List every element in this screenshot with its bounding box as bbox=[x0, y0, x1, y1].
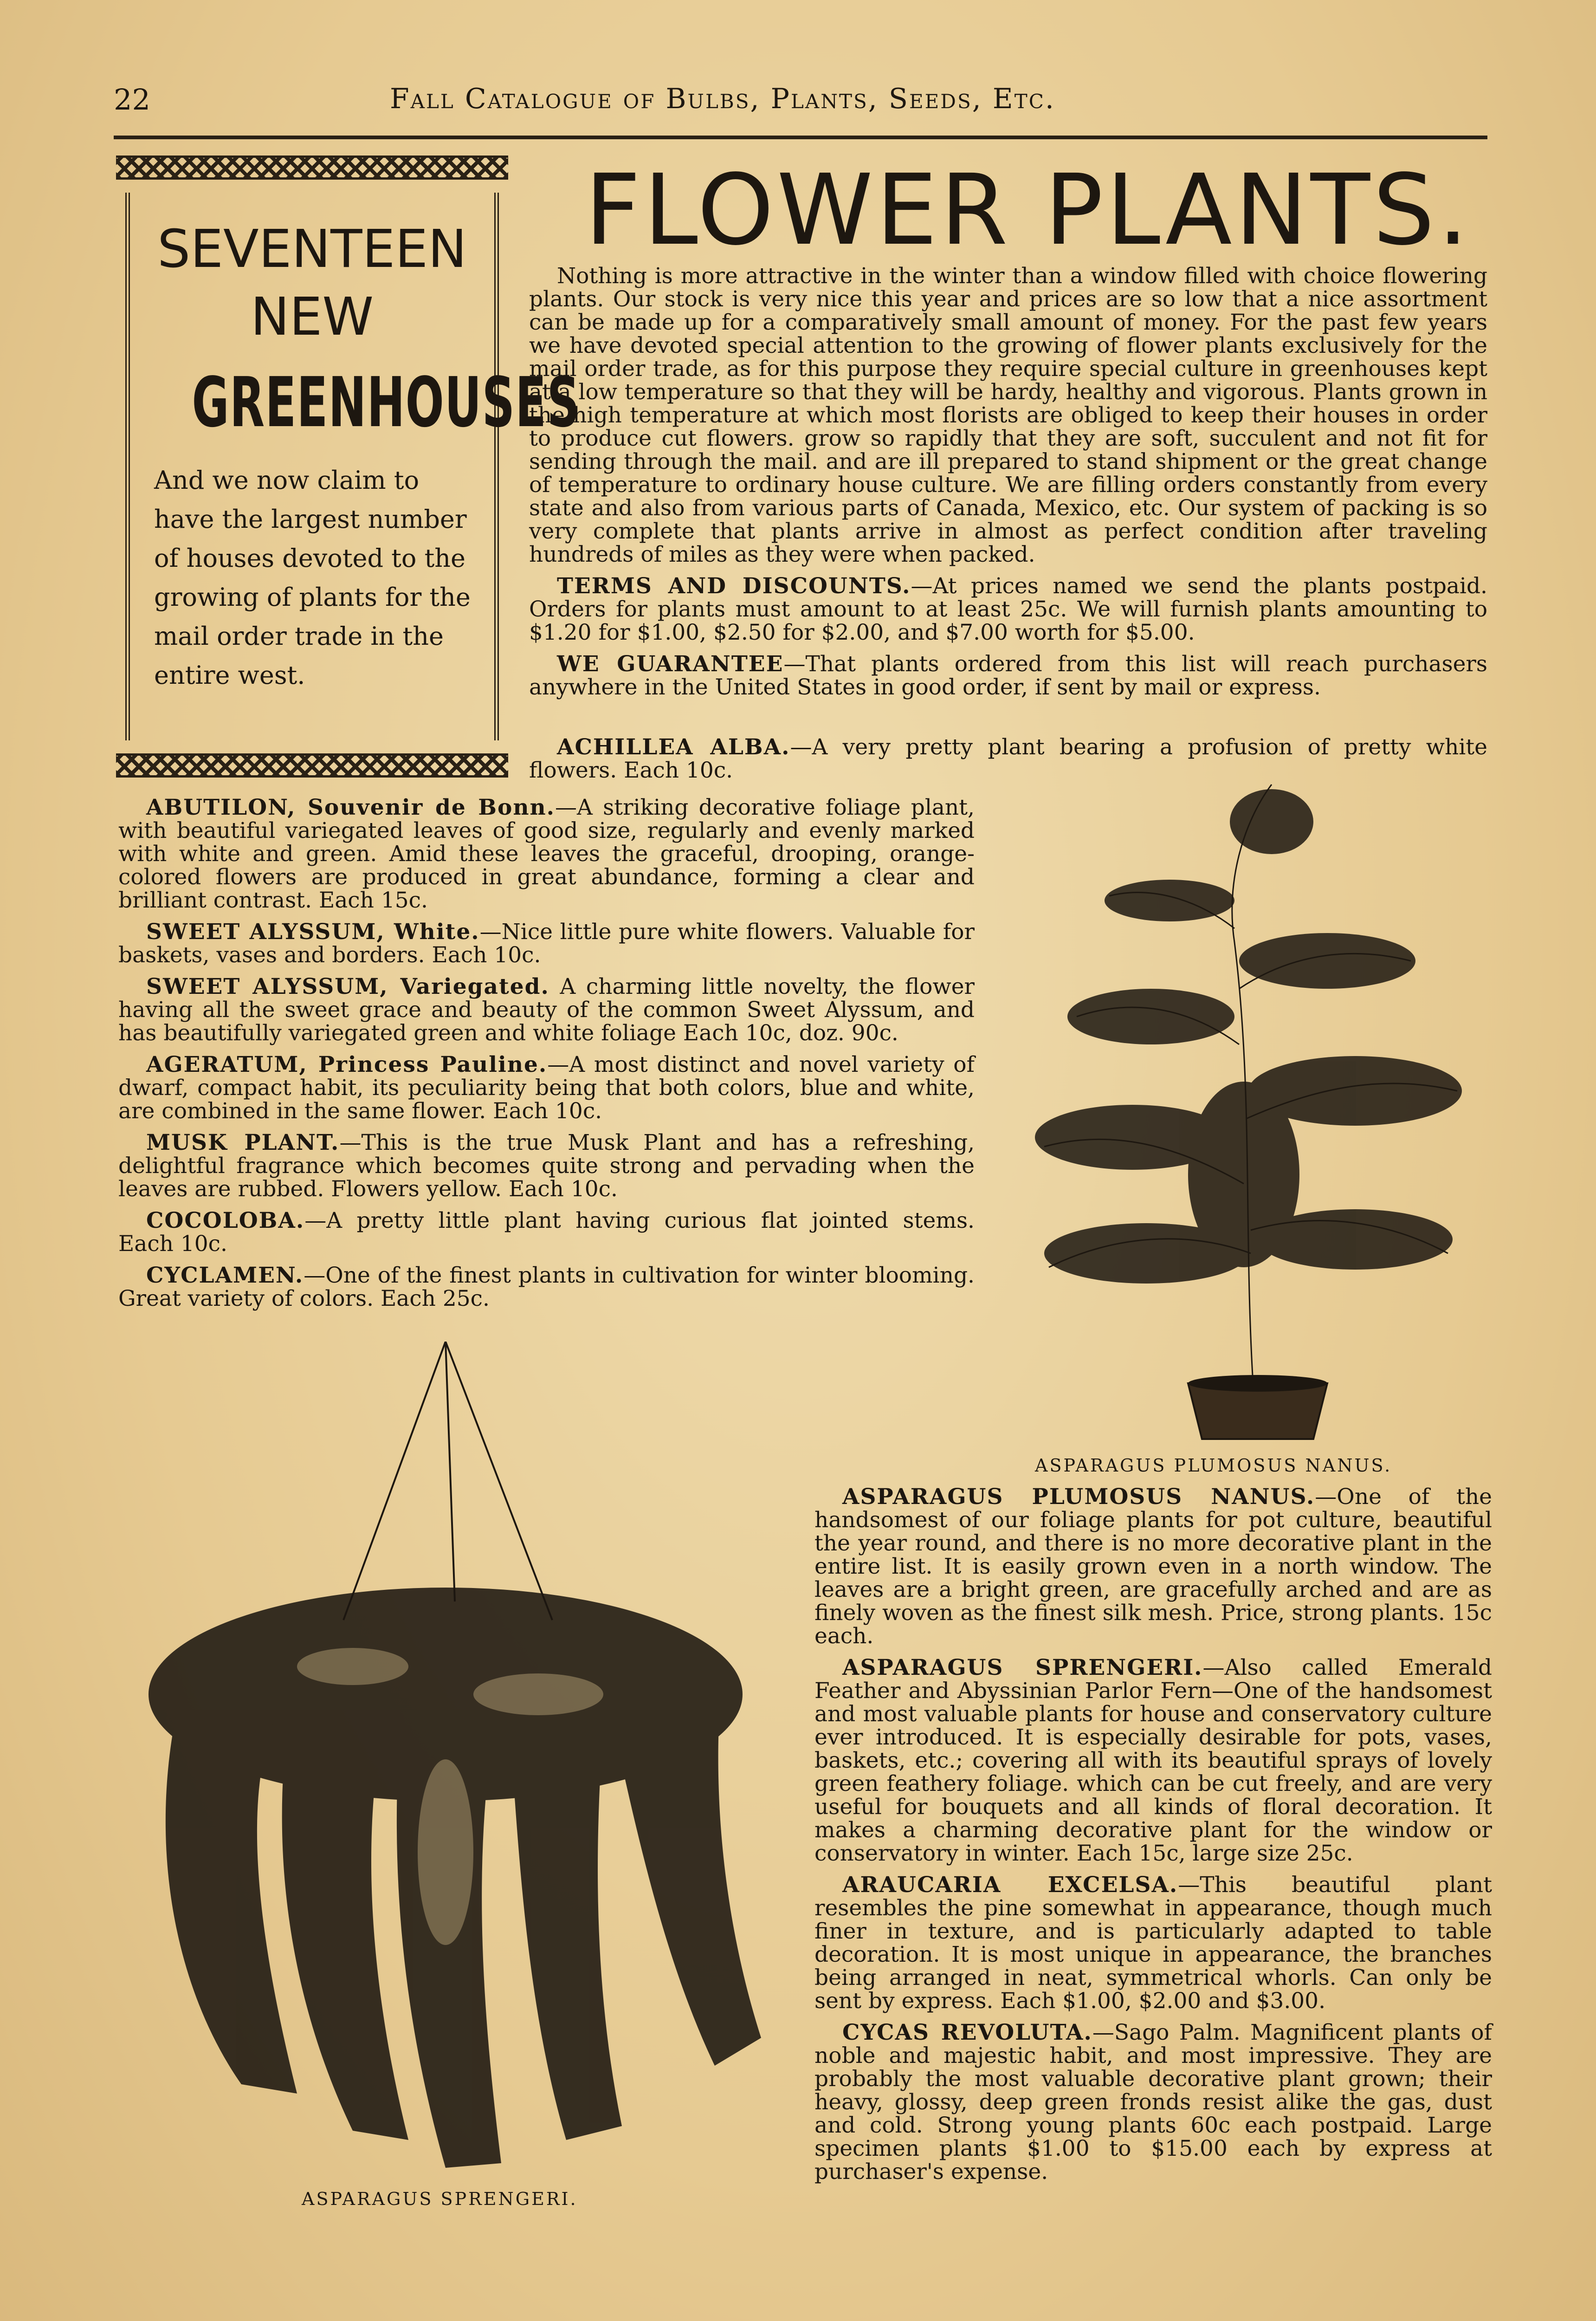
entry-ageratum bbox=[118, 1053, 975, 1123]
box-line-seventeen: SEVENTEEN bbox=[157, 219, 467, 279]
entry-name: CYCLAMEN. bbox=[146, 1263, 304, 1288]
intro-paragraph: Nothing is more attractive in the winter than a window filled with choice flowering plants. Our stock is very nice this year and prices are so low that a nice assortment can be made up for a comparatively small amount of money. For the past few years we have devoted special attention to the growing of flower plants exclusively for the mail order trade, as for this purpose they require special culture in greenhouses kept at a low temperature so that they will be hardy, healthy and vigorous. Plants grown in the high temperature at which most florists are obliged to keep their houses in order to produce cut flowers. grow so rapidly that they are soft, succulent and not fit for sending through the mail. and are ill prepared to stand shipment or the great change of temperature to ordinary house culture. We are filling orders constantly from every state and also from various parts of Canada, Mexico, etc. Our system of packing is so very complete that plants arrive in almost as perfect condition after traveling hundreds of miles as they were when packed. bbox=[529, 263, 1487, 567]
terms-paragraph bbox=[529, 575, 1487, 644]
right-entries bbox=[814, 1485, 1492, 2192]
caption-sprengeri: ASPARAGUS SPRENGERI. bbox=[302, 2189, 578, 2209]
caption-plumosus: ASPARAGUS PLUMOSUS NANUS. bbox=[1035, 1455, 1392, 1476]
entry-name: SWEET ALYSSUM, White. bbox=[146, 919, 480, 945]
entry-musk-plant bbox=[118, 1131, 975, 1201]
entry-text: —One of the handsomest of our foliage plants for pot culture, beautiful the year round, and there is no more decorative plant in the entire list. It is easily grown even in a north window. The leaves are a bright green, are gracefully arched and are as finely woven as the finest silk mesh. Price, strong plants. 15c each. bbox=[814, 1484, 1492, 1649]
guarantee-heading: WE GUARANTEE bbox=[557, 651, 784, 677]
entry-text: —A pretty little plant having curious flat jointed stems. Each 10c. bbox=[118, 1208, 975, 1257]
entry-text: —Sago Palm. Magnificent plants of noble and majestic habit, and most impressive. They are probably the most valuable decorative plant grown; their heavy, glossy, deep green fronds resist alike the gas, dust and cold. Strong young plants 60c each postpaid. Large specimen plants $1.00 to $15.00 each by express at purchaser's expense. bbox=[814, 2020, 1492, 2185]
page-title: FLOWER PLANTS. bbox=[585, 153, 1472, 267]
entry-name: MUSK PLANT. bbox=[146, 1130, 340, 1155]
entry-asparagus-sprengeri bbox=[814, 1656, 1492, 1865]
entry-text: A charming little novelty, the flower having all the sweet grace and beauty of the common Sweet Alyssum, and has beautifully variegated green and white foliage Each 10c, doz. 90c. bbox=[118, 974, 975, 1046]
entry-text: —One of the finest plants in cultivation for winter blooming. Great variety of colors. Each 25c. bbox=[118, 1263, 975, 1311]
entry-name: ARAUCARIA EXCELSA. bbox=[842, 1872, 1178, 1898]
entry-text: —Nice little pure white flowers. Valuable for baskets, vases and borders. Each 10c. bbox=[118, 919, 975, 968]
intro-section bbox=[529, 265, 1487, 707]
guarantee-text: —That plants ordered from this list will reach purchasers anywhere in the United States in good order, if sent by mail or express. bbox=[529, 651, 1487, 700]
header-rule bbox=[114, 136, 1487, 139]
box-ornament-top bbox=[116, 156, 508, 180]
entry-name: ASPARAGUS SPRENGERI. bbox=[842, 1655, 1203, 1680]
entry-sweet-alyssum-variegated bbox=[118, 975, 975, 1045]
left-entries bbox=[118, 796, 982, 1319]
entry-cycas bbox=[814, 2021, 1492, 2184]
entry-name: ABUTILON, Souvenir de Bonn. bbox=[146, 795, 556, 820]
terms-text: —At prices named we send the plants postpaid. Orders for plants must amount to at least 25c. We will furnish plants amounting to $1.20 for $1.00, $2.50 for $2.00, and $7.00 worth for $5.00. bbox=[529, 573, 1487, 645]
guarantee-paragraph bbox=[529, 653, 1487, 699]
asparagus-plumosus-illustration bbox=[993, 766, 1494, 1448]
page-number: 22 bbox=[114, 83, 150, 117]
box-ornament-bottom bbox=[116, 753, 508, 778]
box-inner bbox=[125, 193, 581, 740]
terms-heading: TERMS AND DISCOUNTS. bbox=[557, 573, 911, 599]
entry-text: —A most distinct and novel variety of dwarf, compact habit, its peculiarity being that both colors, blue and white, are combined in the same flower. Each 10c. bbox=[118, 1052, 975, 1124]
entry-asparagus-plumosus bbox=[814, 1485, 1492, 1648]
entry-araucaria bbox=[814, 1874, 1492, 2013]
entry-abutilon bbox=[118, 796, 975, 912]
entry-cyclamen bbox=[118, 1264, 975, 1310]
entry-text: —This beautiful plant resembles the pine somewhat in appearance, though much finer in texture, and is particularly adapted to table decoration. It is most unique in appearance, the branches being arranged in neat, symmetrical whorls. Can only be sent by express. Each $1.00, $2.00 and $3.00. bbox=[814, 1872, 1492, 2014]
entry-text: —A striking decorative foliage plant, with beautiful variegated leaves of good size, regularly and evenly marked with white and green. Amid these leaves the graceful, drooping, orange-colored flowers are produced in great abundance, forming a clear and brilliant contrast. Each 15c. bbox=[118, 795, 975, 913]
entry-text: —Also called Emerald Feather and Abyssinian Parlor Fern—One of the handsomest and most valuable plants for house and conservatory culture ever introduced. It is especially desirable for pots, vases, baskets, etc.; covering all with its beautiful sprays of lovely green feathery foliage. which can be cut freely, and are very useful for bouquets and all kinds of floral decoration. It makes a charming decorative plant for the window or conservatory in winter. Each 15c, large size 25c. bbox=[814, 1655, 1492, 1866]
box-claim-text: And we now claim to have the largest number of houses devoted to the growing of plants for the mail order trade in the entire west. bbox=[154, 465, 471, 690]
running-head: Fall Catalogue of Bulbs, Plants, Seeds, Etc. bbox=[390, 83, 1055, 115]
entry-name: CYCAS REVOLUTA. bbox=[842, 2020, 1092, 2045]
entry-name: ASPARAGUS PLUMOSUS NANUS. bbox=[842, 1484, 1315, 1510]
entry-text: —A very pretty plant bearing a profusion of pretty white flowers. Each 10c. bbox=[529, 734, 1487, 783]
asparagus-sprengeri-illustration bbox=[121, 1342, 784, 2182]
entry-text: —This is the true Musk Plant and has a refreshing, delightful fragrance which becomes quite strong and pervading when the leaves are rubbed. Flowers yellow. Each 10c. bbox=[118, 1130, 975, 1202]
box-line-new: NEW bbox=[250, 287, 374, 348]
greenhouses-box bbox=[116, 156, 581, 778]
entry-name: AGERATUM, Princess Pauline. bbox=[146, 1052, 548, 1077]
entry-name: COCOLOBA. bbox=[146, 1208, 305, 1233]
entry-sweet-alyssum-white bbox=[118, 921, 975, 967]
box-line-greenhouses: GREENHOUSES bbox=[192, 362, 581, 442]
entry-name: ACHILLEA ALBA. bbox=[557, 734, 790, 760]
entry-name: SWEET ALYSSUM, Variegated. bbox=[146, 974, 549, 999]
entry-cocoloba bbox=[118, 1209, 975, 1256]
